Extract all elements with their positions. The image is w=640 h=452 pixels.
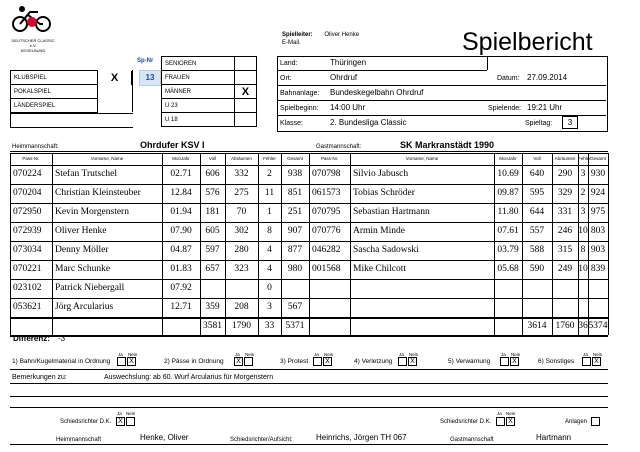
aufsicht-value: Heinrichs, Jörgen TH 067 — [316, 433, 407, 442]
home-total: 5371 — [285, 321, 305, 331]
guest-cell: 644 — [529, 207, 545, 217]
home-cell: 12.71 — [170, 302, 192, 312]
check-nein-label: Nein — [409, 352, 419, 357]
check-ja-label: Ja — [235, 352, 240, 357]
check-nein-label: Nein — [128, 352, 138, 357]
home-cell: 12.84 — [170, 188, 192, 198]
guest-header-1: Vorname, Name — [405, 156, 439, 161]
guest-label: Gastmannschaft: — [316, 144, 362, 150]
cat-frauen-mark — [234, 71, 256, 85]
guest-cell: Silvio Jabusch — [353, 169, 409, 179]
home-cell: 302 — [234, 226, 249, 236]
home-header-3: Voll — [208, 156, 217, 161]
home-cell: Jörg Arcularius — [55, 302, 114, 312]
guest-cell: 10 — [578, 264, 588, 274]
guest-header-5: Fehler — [578, 156, 591, 161]
grid-line-col — [588, 153, 589, 335]
guest-cell: 290 — [557, 169, 573, 179]
sr-ja-label: Ja — [117, 411, 122, 416]
home-cell: 70 — [236, 207, 247, 217]
home-cell: 275 — [234, 188, 249, 198]
home-cell: Denny Möller — [55, 245, 109, 255]
home-cell: Oliver Henke — [55, 226, 107, 236]
guest-header-2: MonJahr — [499, 156, 517, 161]
check-label-1: 1) Bahn/Kugelmaterial in Ordnung — [12, 358, 111, 365]
guest-cell: 331 — [557, 207, 573, 217]
diff-label: Differenz: — [13, 334, 50, 343]
guest-cell: 640 — [529, 169, 545, 179]
home-cell: 070221 — [13, 264, 42, 274]
guest-cell: 10 — [578, 226, 588, 236]
head-info-box — [277, 56, 608, 132]
guest-cell: 930 — [590, 169, 606, 179]
cat-u18: U 18 — [162, 113, 235, 127]
klubspiel-mark: X — [98, 71, 132, 85]
guest-cell: 246 — [557, 226, 573, 236]
ende-value: 19:21 Uhr — [527, 103, 563, 112]
guest-total: 36 — [578, 321, 588, 331]
check-3-nein-box[interactable]: X — [323, 357, 332, 366]
home-cell: 657 — [205, 264, 220, 274]
land-label: Land: — [280, 60, 298, 67]
aufsicht-label: Schiedsrichter/Aufsicht: — [230, 437, 293, 443]
heim-sign-label: Heimmannschaft — [56, 437, 102, 443]
check-nein-label: Nein — [245, 352, 255, 357]
guest-cell: 803 — [590, 226, 606, 236]
cat-maenner: MÄNNER — [162, 85, 235, 99]
home-cell: 576 — [205, 188, 220, 198]
check-label-4: 4) Verletzung — [354, 358, 393, 365]
home-cell: 3 — [267, 302, 272, 312]
guest-cell: 07.61 — [497, 226, 519, 236]
guest-cell: 070798 — [312, 169, 341, 179]
spielleiter-label: Spielleiter: — [282, 32, 313, 38]
check-label-2: 2) Pässe in Ordnung — [164, 358, 224, 365]
check-1-nein-box[interactable]: X — [127, 357, 136, 366]
datum-label: Datum: — [497, 75, 520, 82]
guest-cell: Armin Minde — [353, 226, 405, 236]
home-cell: 877 — [287, 245, 303, 255]
guest-cell: Sascha Sadowski — [353, 245, 419, 255]
home-cell: 980 — [287, 264, 303, 274]
ort-value: Ohrdruf — [330, 73, 358, 82]
beginn-label: Spielbeginn: — [280, 105, 319, 112]
check-ja-label: Ja — [399, 352, 404, 357]
check-4-nein-box[interactable]: X — [408, 357, 417, 366]
check-label-6: 6) Sonstiges — [538, 358, 575, 365]
home-team: Ohrdufer KSV I — [140, 140, 205, 150]
check-ja-label: Ja — [501, 352, 506, 357]
home-cell: 11 — [264, 188, 275, 198]
guest-cell: 3 — [580, 169, 586, 179]
bahn-label: Bahnanlage: — [280, 90, 320, 97]
home-cell: 4 — [267, 264, 272, 274]
home-header-4: Abräumen — [231, 156, 252, 161]
guest-cell: 061573 — [312, 188, 341, 198]
check-4-ja-box[interactable] — [398, 357, 407, 366]
home-cell: 597 — [205, 245, 220, 255]
home-cell: 332 — [234, 169, 249, 179]
laenderspiel-label: LÄNDERSPIEL — [11, 99, 98, 113]
home-cell: 07.90 — [170, 226, 192, 236]
remarks-value: Auswechslung: ab 60. Wurf Arcularius für Morgenstern — [104, 374, 274, 381]
home-total: 3581 — [203, 321, 222, 331]
sr2-ja-label: Ja — [497, 411, 502, 416]
sr2-label: Schiedsrichter D.K. — [440, 419, 492, 425]
home-header-6: Gesamt — [287, 156, 303, 161]
checks-line — [10, 369, 608, 370]
guest-cell: 2 — [580, 188, 586, 198]
spnr-label: Sp-Nr — [137, 58, 154, 64]
home-cell: 208 — [234, 302, 249, 312]
cat-u23: U 23 — [162, 99, 235, 113]
home-cell: 359 — [205, 302, 220, 312]
klubspiel-label: KLUBSPIEL — [11, 71, 98, 85]
guest-cell: 3 — [580, 207, 586, 217]
guest-cell: 924 — [590, 188, 606, 198]
home-cell: 072939 — [13, 226, 42, 236]
guest-cell: Mike Chilcott — [353, 264, 407, 274]
grid-line-col — [522, 153, 523, 335]
logo-club-line: DEUTSCHER CLASSIC e.V. — [11, 38, 55, 48]
grid-line-col — [494, 153, 495, 335]
home-header-1: Vorname, Name — [90, 156, 124, 161]
guest-cell: 595 — [529, 188, 545, 198]
bahn-value: Bundeskegelbahn Ohrdruf — [330, 88, 424, 97]
home-header-0: Pass-Nr. — [22, 156, 40, 161]
home-cell: 070204 — [13, 188, 42, 198]
check-nein-label: Nein — [511, 352, 521, 357]
sr2-nein-box[interactable]: X — [506, 417, 515, 426]
check-ja-label: Ja — [583, 352, 588, 357]
guest-cell: 315 — [557, 245, 573, 255]
guest-cell: 070776 — [312, 226, 341, 236]
guest-cell: 8 — [580, 245, 586, 255]
home-cell: 073034 — [13, 245, 42, 255]
check-5-ja-box[interactable] — [500, 357, 509, 366]
check-1-ja-box[interactable] — [117, 357, 126, 366]
spieltag-value: 3 — [562, 116, 578, 129]
check-2-ja-box[interactable]: X — [234, 357, 243, 366]
home-cell: 606 — [205, 169, 220, 179]
grid-line-col — [350, 153, 351, 335]
sr-ja-box[interactable]: X — [116, 417, 125, 426]
home-cell: 4 — [267, 245, 272, 255]
home-total: 1790 — [232, 321, 251, 331]
laenderspiel-mark — [98, 99, 132, 113]
guest-cell: Tobias Schröder — [353, 188, 415, 198]
home-cell: 251 — [287, 207, 303, 217]
check-nein-label: Nein — [593, 352, 603, 357]
home-cell: Marc Schunke — [55, 264, 111, 274]
check-3-ja-box[interactable] — [313, 357, 322, 366]
guest-cell: 001568 — [312, 264, 341, 274]
datum-value: 27.09.2014 — [527, 73, 568, 82]
guest-header-3: Voll — [533, 156, 541, 161]
sr-label: Schiedsrichter D.K. — [60, 419, 112, 425]
home-cell: 023102 — [13, 283, 42, 293]
cat-senioren: SENIOREN — [162, 57, 235, 71]
grid-line-col — [552, 153, 553, 335]
home-cell: 323 — [234, 264, 249, 274]
spieltag-label: Spieltag: — [525, 120, 553, 127]
guest-cell: 557 — [529, 226, 545, 236]
home-cell: 181 — [205, 207, 220, 217]
guest-cell: 590 — [529, 264, 545, 274]
guest-cell: 09.87 — [497, 188, 519, 198]
home-cell: 072950 — [13, 207, 42, 217]
home-cell: 907 — [287, 226, 303, 236]
home-cell: 07.92 — [170, 283, 192, 293]
guest-total: 1760 — [555, 321, 575, 331]
grid-line-bottom — [10, 335, 608, 337]
home-cell: 938 — [287, 169, 303, 179]
ort-label: Ort: — [280, 75, 292, 82]
check-5-nein-box[interactable]: X — [510, 357, 519, 366]
guest-cell: 11.80 — [497, 207, 519, 217]
sr2-ja-box[interactable] — [496, 417, 505, 426]
home-cell: 851 — [287, 188, 303, 198]
guest-team: SK Markranstädt 1990 — [400, 140, 495, 150]
guest-total: 3614 — [527, 321, 547, 331]
klasse-label: Klasse: — [280, 120, 303, 127]
home-cell: 280 — [234, 245, 249, 255]
spielleiter-value: Oliver Henke — [324, 32, 360, 38]
home-cell: Stefan Trutschel — [55, 169, 118, 179]
gast-sign-label: Gastmannschaft — [450, 437, 494, 443]
home-cell: Kevin Morgenstern — [55, 207, 129, 217]
grid-line-col — [578, 153, 579, 335]
check-label-3: 3) Protest — [280, 358, 309, 365]
spielart-table — [10, 70, 132, 113]
home-cell: 2 — [267, 169, 272, 179]
heim-sign-value: Henke, Oliver — [140, 433, 189, 442]
guest-cell: Sebastian Hartmann — [353, 207, 430, 217]
guest-cell: 05.68 — [497, 264, 519, 274]
cat-u18-mark — [234, 113, 256, 127]
check-6-ja-box[interactable] — [582, 357, 591, 366]
home-cell: 070224 — [13, 169, 42, 179]
anlagen-label: Anlagen — [565, 419, 588, 425]
home-cell: 0 — [267, 283, 272, 293]
guest-cell: 975 — [590, 207, 606, 217]
home-cell: 01.83 — [170, 264, 192, 274]
home-cell: 04.87 — [170, 245, 192, 255]
category-table — [161, 56, 257, 127]
spnr-value: 13 — [139, 70, 161, 86]
home-cell: 8 — [267, 226, 272, 236]
dkbc-logo — [10, 4, 56, 53]
home-cell: 1 — [267, 207, 272, 217]
home-cell: 01.94 — [170, 207, 192, 217]
home-cell: 02.71 — [170, 169, 192, 179]
pokalspiel-mark — [98, 85, 132, 99]
home-cell: Patrick Niebergall — [55, 283, 125, 293]
guest-total: 5374 — [588, 321, 608, 331]
home-label: Heimmannschaft: — [12, 144, 59, 150]
cat-frauen: FRAUEN — [162, 71, 235, 85]
guest-cell: 588 — [529, 245, 545, 255]
gast-sign-value: Hartmann — [536, 433, 572, 442]
home-cell: 567 — [287, 302, 303, 312]
grid-line-col — [608, 153, 609, 335]
guest-header-6: Gesamt — [590, 156, 606, 161]
guest-cell: 03.79 — [497, 245, 519, 255]
guest-cell: 046282 — [312, 245, 341, 255]
cat-senioren-mark — [234, 57, 256, 71]
guest-cell: 249 — [557, 264, 573, 274]
home-cell: Christian Kleinsteuber — [55, 188, 141, 198]
guest-cell: 839 — [590, 264, 606, 274]
check-ja-label: Ja — [314, 352, 319, 357]
check-ja-label: Ja — [118, 352, 123, 357]
sr-nein-box[interactable] — [126, 417, 135, 426]
guest-cell: 903 — [590, 245, 606, 255]
grid-line-col — [309, 153, 310, 335]
check-6-nein-box[interactable]: X — [592, 357, 601, 366]
check-label-5: 5) Verwarnung — [448, 358, 491, 365]
home-cell: 053621 — [13, 302, 42, 312]
cat-maenner-mark: X — [234, 85, 256, 99]
land-value: Thüringen — [330, 58, 367, 67]
anlagen-box[interactable] — [591, 417, 600, 426]
ende-label: Spielende: — [488, 105, 522, 112]
page-title: Spielbericht — [462, 28, 593, 56]
beginn-value: 14:00 Uhr — [330, 103, 366, 112]
pokalspiel-label: POKALSPIEL — [11, 85, 98, 99]
home-total: 33 — [264, 321, 275, 331]
guest-cell: 329 — [557, 188, 573, 198]
home-header-5: Fehler — [263, 156, 276, 161]
logo-club-line2: KEGELBUND — [20, 48, 46, 53]
home-header-2: MonJahr — [172, 156, 190, 161]
email-label: E-Mail. — [282, 40, 301, 46]
home-cell: 605 — [205, 226, 220, 236]
remarks-label: Bemerkungen zu: — [12, 374, 67, 381]
sr-nein-label: Nein — [126, 411, 136, 416]
guest-header-4: Abräumen — [554, 156, 576, 161]
guest-cell: 070795 — [312, 207, 341, 217]
check-nein-label: Nein — [324, 352, 334, 357]
diff-value: -3 — [58, 334, 66, 343]
guest-cell: 10.69 — [497, 169, 519, 179]
sr2-nein-label: Nein — [506, 411, 516, 416]
guest-header-0: Pass-Nr. — [320, 156, 339, 161]
klasse-value: 2. Bundesliga Classic — [330, 118, 407, 127]
cat-u23-mark — [234, 99, 256, 113]
check-2-nein-box[interactable] — [244, 357, 253, 366]
